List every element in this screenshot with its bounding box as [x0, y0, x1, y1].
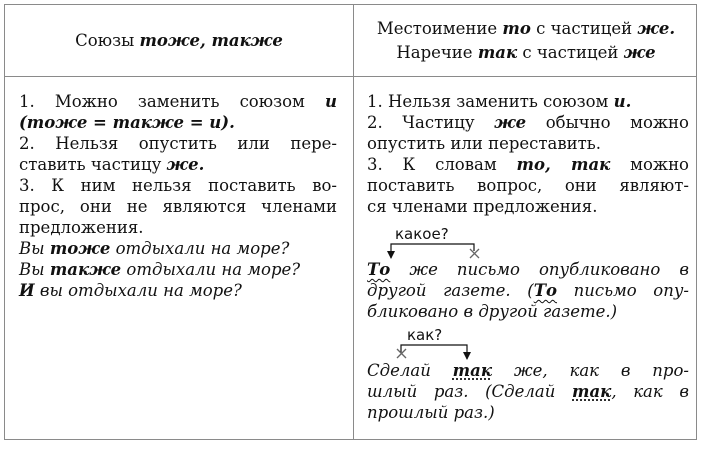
right-ex2-line2 — [367, 381, 689, 402]
right-column — [367, 91, 689, 431]
right-ex2-tak-2: так — [572, 382, 612, 401]
left-rule2-line1: 2. Нельзя опустить или пере- — [19, 134, 337, 153]
left-column — [19, 91, 337, 301]
header-right — [354, 5, 698, 76]
left-rule1-line2 — [19, 112, 337, 133]
left-rule1-text: 1. Можно заменить союзом — [19, 92, 325, 111]
left-rule3-line3: предложения. — [19, 218, 144, 237]
right-rule2-a: 2. Частицу — [367, 113, 495, 132]
right-ex1-line3: бликовано в другой газете.) — [367, 302, 618, 321]
right-ex1-to-1: То — [367, 260, 391, 279]
left-ex1-b: тоже — [49, 239, 111, 258]
header-right-l2-d: же — [623, 42, 656, 62]
left-rule2-line2 — [19, 154, 337, 175]
right-rule2-line2: опустить или переставить. — [367, 134, 602, 153]
left-ex3-a: И — [19, 281, 35, 300]
right-ex2-l1-a: Сделай — [367, 361, 453, 380]
left-example3 — [19, 280, 337, 301]
right-ex2-l1-c: же, как в про- — [492, 361, 690, 380]
header-right-l1-a: Местоимение — [376, 18, 503, 38]
header-right-l2-b: так — [477, 42, 518, 62]
header-right-l2-a: Наречие — [396, 42, 478, 62]
right-ex2-l2-c: , как в — [611, 382, 689, 401]
left-ex3-b: вы отдыхали на море? — [34, 281, 242, 300]
header-divider — [5, 76, 696, 77]
header-right-l2-c: с частицей — [517, 42, 624, 62]
header-left-text — [75, 29, 283, 53]
header-left — [5, 5, 353, 76]
left-rule3-line2: прос, они не являются членами — [19, 197, 337, 216]
right-rule3-line3: ся членами предложения. — [367, 197, 598, 216]
left-ex1-a: Вы — [19, 239, 50, 258]
right-ex2-line1 — [367, 360, 689, 381]
left-example2 — [19, 259, 337, 280]
right-ex1-to-2: То — [533, 281, 558, 300]
right-rule2-b: же — [494, 113, 527, 132]
left-rule2-word: же. — [166, 155, 205, 174]
left-example1 — [19, 238, 337, 259]
header-left-prefix: Союзы — [75, 30, 140, 50]
right-rule1-text: 1. Нельзя заменить союзом — [367, 92, 614, 111]
header-left-words: тоже, также — [139, 30, 283, 50]
left-rule1-formula: (тоже = также = и). — [19, 113, 235, 132]
header-right-line1 — [377, 17, 675, 41]
left-rule1-word: и — [325, 92, 337, 111]
question-label-1: какое? — [395, 225, 449, 243]
right-ex2-l2-a: шлый раз. (Сделай — [367, 382, 572, 401]
right-rule2-c: обычно можно — [526, 113, 689, 132]
question-label-2: как? — [407, 326, 443, 344]
right-ex2-line3: прошлый раз.) — [367, 403, 495, 422]
left-rule1-line1 — [19, 91, 337, 112]
header-right-l1-c: с частицей — [530, 18, 638, 38]
left-ex2-a: Вы — [19, 260, 50, 279]
right-rule3-a: 3. К словам — [367, 155, 517, 174]
right-ex1-l2-a: другой газете. ( — [367, 281, 534, 300]
left-rule2-text: ставить частицу — [19, 155, 167, 174]
right-ex2-tak-1: так — [452, 361, 492, 380]
right-ex1-l1-rest: же письмо опубликовано в — [390, 260, 689, 279]
header-right-line2 — [396, 41, 655, 65]
right-ex1-l2-c: письмо опу- — [557, 281, 689, 300]
right-rule3-line2: поставить вопрос, они являют- — [367, 176, 689, 195]
header-right-l1-d: же. — [637, 18, 676, 38]
right-rule3-b: то, так — [516, 155, 611, 174]
left-ex2-c: отдыхали на море? — [121, 260, 301, 279]
rules-table — [4, 4, 697, 440]
left-rule3-line1: 3. К ним нельзя поставить во- — [19, 176, 337, 195]
right-example2 — [367, 360, 689, 423]
right-rule1-word: и. — [613, 92, 632, 111]
left-ex1-c: отдыхали на море? — [110, 239, 290, 258]
right-rule3-c: можно — [610, 155, 689, 174]
header-right-l1-b: то — [502, 18, 531, 38]
left-ex2-b: также — [49, 260, 122, 279]
